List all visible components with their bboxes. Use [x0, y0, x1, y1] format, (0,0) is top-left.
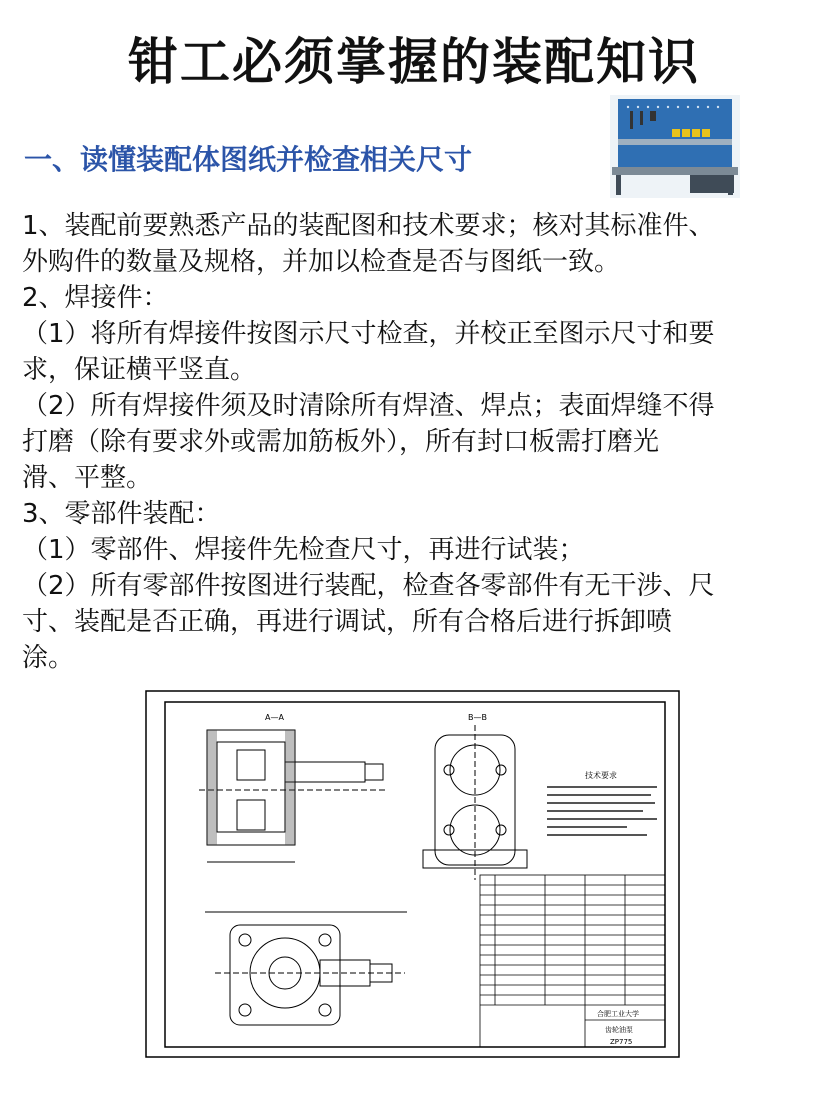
school-label: 合肥工业大学 — [597, 1010, 639, 1018]
text-line: 外购件的数量及规格，并加以检查是否与图纸一致。 — [22, 247, 621, 277]
view-bb-label: B—B — [468, 713, 487, 722]
text-line: 3、零部件装配： — [22, 499, 221, 529]
section-heading: 一、读懂装配体图纸并检查相关尺寸 — [24, 143, 473, 176]
text-line: 寸、装配是否正确，再进行调试，所有合格后进行拆卸喷 — [22, 607, 673, 637]
body-text — [22, 208, 812, 676]
text-line: 涂。 — [22, 643, 75, 673]
text-line: 2、焊接件： — [22, 283, 169, 313]
text-line: 打磨（除有要求外或需加筋板外），所有封口板需打磨光 — [22, 427, 660, 457]
text-line: （2）所有零部件按图进行装配，检查各零部件有无干涉、尺 — [22, 571, 715, 601]
view-aa-label: A—A — [265, 713, 284, 722]
tech-title: 技术要求 — [585, 771, 617, 780]
assembly-drawing — [145, 690, 680, 1058]
drawing-code-label: ZP775 — [610, 1038, 633, 1046]
text-line: 求，保证横平竖直。 — [22, 355, 257, 385]
text-line: （1）将所有焊接件按图示尺寸检查，并校正至图示尺寸和要 — [22, 319, 715, 349]
part-name-label: 齿轮油泵 — [605, 1026, 633, 1034]
text-line: （1）零部件、焊接件先检查尺寸，再进行试装； — [22, 535, 585, 565]
workbench-image — [610, 95, 740, 198]
text-line: 滑、平整。 — [22, 463, 153, 493]
text-line: 1、装配前要熟悉产品的装配图和技术要求；核对其标准件、 — [22, 211, 715, 241]
page-title: 钳工必须掌握的装配知识 — [128, 33, 700, 91]
text-line: （2）所有焊接件须及时清除所有焊渣、焊点；表面焊缝不得 — [22, 391, 715, 421]
